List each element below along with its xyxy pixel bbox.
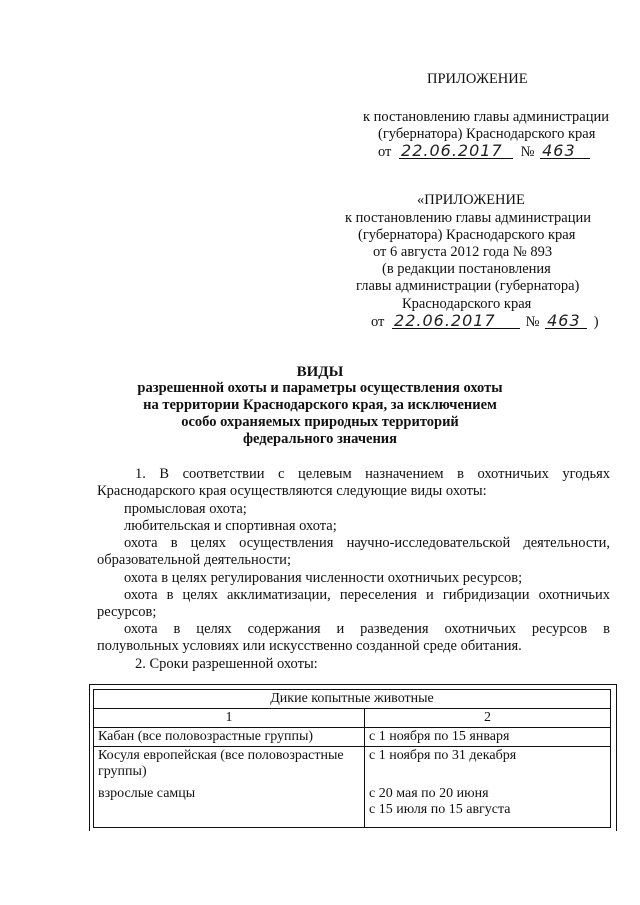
animal-subgroup: взрослые самцы bbox=[98, 786, 196, 801]
appendix2-line2: (губернатора) Краснодарского края bbox=[358, 227, 576, 243]
period-value: с 15 июля по 15 августа bbox=[369, 802, 511, 817]
table-col-number-1: 1 bbox=[94, 709, 365, 728]
hunt-type-item-cont: образовательной деятельности; bbox=[97, 552, 291, 568]
table-row bbox=[94, 747, 611, 828]
hunt-type-item: любительская и спортивная охота; bbox=[124, 518, 337, 534]
date-prefix: от bbox=[371, 314, 385, 330]
period-cell bbox=[365, 747, 611, 828]
handwritten-date: 22.06.2017 bbox=[399, 143, 513, 159]
appendix2-line1: к постановлению главы администрации bbox=[345, 210, 592, 226]
appendix2-line4: (в редакции постановления bbox=[382, 261, 551, 277]
appendix-date-row bbox=[378, 143, 590, 161]
appendix2-line6: Краснодарского края bbox=[402, 296, 532, 312]
handwritten-date: 22.06.2017 bbox=[392, 313, 520, 329]
handwritten-number: 463 bbox=[545, 313, 587, 329]
appendix2-line3: от 6 августа 2012 года № 893 bbox=[373, 244, 553, 260]
doc-subtitle-1: разрешенной охоты и параметры осуществления охоты bbox=[137, 380, 503, 396]
doc-subtitle-4: федерального значения bbox=[242, 431, 397, 447]
date-prefix: от bbox=[378, 144, 392, 160]
animal-cell bbox=[94, 747, 365, 828]
paragraph-2: 2. Сроки разрешенной охоты: bbox=[135, 656, 318, 672]
doc-subtitle-3: особо охраняемых природных территорий bbox=[181, 414, 459, 430]
table-section-title: Дикие копытные животные bbox=[94, 690, 611, 709]
table-row bbox=[94, 728, 611, 747]
closing-paren: ) bbox=[593, 314, 599, 330]
period-cell: с 1 ноября по 15 января bbox=[365, 728, 611, 747]
hunt-type-item: охота в целях осуществления научно-исследовательской деятельности, bbox=[124, 535, 610, 551]
hunt-type-item: охота в целях акклиматизации, переселения и гибридизации охотничьих bbox=[124, 587, 610, 603]
hunt-type-item: промысловая охота; bbox=[124, 501, 247, 517]
number-prefix: № bbox=[525, 314, 540, 330]
table-col-number-2: 2 bbox=[365, 709, 611, 728]
appendix-title: ПРИЛОЖЕНИЕ bbox=[427, 71, 528, 87]
paragraph-1-second: Краснодарского края осуществляются следующие виды охоты: bbox=[97, 483, 487, 499]
appendix2-date-row bbox=[371, 313, 599, 331]
hunt-type-item: охота в целях регулирования численности охотничьих ресурсов; bbox=[124, 570, 523, 586]
doc-subtitle-2: на территории Краснодарского края, за исключением bbox=[143, 397, 497, 413]
period-value: с 20 мая по 20 июня bbox=[369, 786, 489, 801]
appendix-line2: (губернатора) Краснодарского края bbox=[378, 126, 596, 142]
table-header-row bbox=[94, 709, 611, 728]
hunt-type-item-cont: полувольных условиях или искусственно созданной среде обитания. bbox=[97, 638, 522, 654]
hunting-periods-table bbox=[93, 689, 611, 828]
appendix-line1: к постановлению главы администрации bbox=[363, 109, 610, 125]
handwritten-number: 463 bbox=[540, 143, 590, 159]
period-value: с 1 ноября по 31 декабря bbox=[369, 748, 517, 763]
appendix2-title: «ПРИЛОЖЕНИЕ bbox=[417, 192, 525, 208]
animal-name: Косуля европейская (все половозрастные группы) bbox=[98, 748, 344, 779]
appendix2-line5: главы администрации (губернатора) bbox=[356, 278, 580, 294]
number-prefix: № bbox=[520, 144, 535, 160]
animal-cell: Кабан (все половозрастные группы) bbox=[94, 728, 365, 747]
hunt-type-item: охота в целях содержания и разведения охотничьих ресурсов в bbox=[124, 621, 610, 637]
hunt-type-item-cont: ресурсов; bbox=[97, 604, 157, 620]
paragraph-1-first: 1. В соответствии с целевым назначением в охотничьих угодьях bbox=[135, 466, 610, 482]
table-section-row bbox=[94, 690, 611, 709]
doc-title: ВИДЫ bbox=[296, 364, 344, 380]
